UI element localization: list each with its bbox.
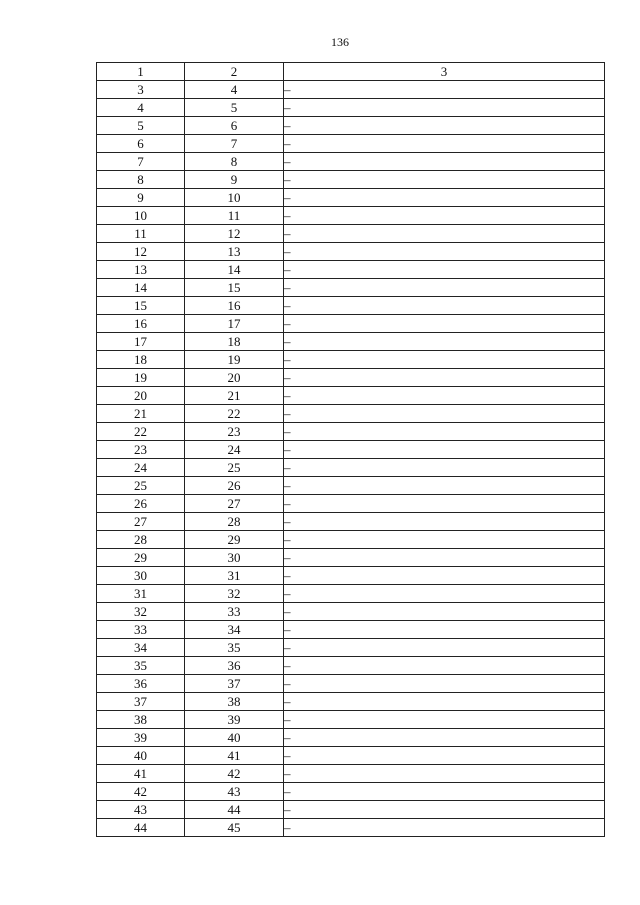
table-cell-col-3: – [284, 171, 605, 189]
table-cell-col-1: 8 [97, 171, 185, 189]
table-cell-col-1: 37 [97, 693, 185, 711]
table-row [97, 621, 605, 639]
table-cell-col-3: – [284, 279, 605, 297]
table-cell-col-3: – [284, 315, 605, 333]
column-header-2: 2 [185, 63, 284, 81]
table-row [97, 279, 605, 297]
table-row [97, 333, 605, 351]
table-cell-col-2: 43 [185, 783, 284, 801]
table-cell-col-1: 15 [97, 297, 185, 315]
table-row [97, 783, 605, 801]
table-row [97, 81, 605, 99]
table-cell-col-2: 21 [185, 387, 284, 405]
table-cell-col-2: 10 [185, 189, 284, 207]
table-cell-col-3: – [284, 801, 605, 819]
table-cell-col-2: 11 [185, 207, 284, 225]
table-cell-col-2: 20 [185, 369, 284, 387]
table-cell-col-2: 33 [185, 603, 284, 621]
table-row [97, 351, 605, 369]
table-cell-col-1: 3 [97, 81, 185, 99]
table-row [97, 459, 605, 477]
table-cell-col-3: – [284, 351, 605, 369]
table-body [97, 81, 605, 837]
table-cell-col-1: 21 [97, 405, 185, 423]
table-cell-col-1: 28 [97, 531, 185, 549]
table-row [97, 135, 605, 153]
table-cell-col-3: – [284, 711, 605, 729]
table-row [97, 297, 605, 315]
table-cell-col-2: 15 [185, 279, 284, 297]
table-cell-col-3: – [284, 225, 605, 243]
table-cell-col-1: 20 [97, 387, 185, 405]
table-row [97, 441, 605, 459]
table-cell-col-3: – [284, 819, 605, 837]
table-cell-col-3: – [284, 207, 605, 225]
table-row [97, 189, 605, 207]
table-row [97, 99, 605, 117]
table-cell-col-3: – [284, 747, 605, 765]
table-cell-col-1: 27 [97, 513, 185, 531]
table-header-row [97, 63, 605, 81]
table-cell-col-3: – [284, 621, 605, 639]
table-cell-col-2: 38 [185, 693, 284, 711]
table-cell-col-2: 40 [185, 729, 284, 747]
table-row [97, 171, 605, 189]
table-cell-col-3: – [284, 603, 605, 621]
table-cell-col-1: 42 [97, 783, 185, 801]
data-table [96, 62, 605, 837]
table-cell-col-3: – [284, 405, 605, 423]
table-cell-col-2: 14 [185, 261, 284, 279]
table-row [97, 675, 605, 693]
table-cell-col-1: 34 [97, 639, 185, 657]
table-cell-col-2: 23 [185, 423, 284, 441]
table-row [97, 819, 605, 837]
column-header-3: 3 [284, 63, 605, 81]
table-cell-col-1: 26 [97, 495, 185, 513]
table-row [97, 603, 605, 621]
table-row [97, 657, 605, 675]
table-cell-col-1: 22 [97, 423, 185, 441]
table-row [97, 495, 605, 513]
table-cell-col-2: 12 [185, 225, 284, 243]
table-cell-col-3: – [284, 441, 605, 459]
table-cell-col-1: 9 [97, 189, 185, 207]
table-row [97, 711, 605, 729]
table-cell-col-3: – [284, 333, 605, 351]
table-cell-col-2: 37 [185, 675, 284, 693]
table-row [97, 513, 605, 531]
table-cell-col-2: 19 [185, 351, 284, 369]
table-cell-col-1: 14 [97, 279, 185, 297]
table-cell-col-2: 45 [185, 819, 284, 837]
table-cell-col-3: – [284, 189, 605, 207]
table-cell-col-1: 12 [97, 243, 185, 261]
table-cell-col-3: – [284, 531, 605, 549]
table-cell-col-1: 43 [97, 801, 185, 819]
table-cell-col-2: 13 [185, 243, 284, 261]
table-cell-col-2: 41 [185, 747, 284, 765]
table-cell-col-2: 9 [185, 171, 284, 189]
table-cell-col-3: – [284, 243, 605, 261]
table-cell-col-1: 24 [97, 459, 185, 477]
table-row [97, 765, 605, 783]
table-cell-col-3: – [284, 567, 605, 585]
table-cell-col-1: 19 [97, 369, 185, 387]
table-cell-col-3: – [284, 729, 605, 747]
table-row [97, 405, 605, 423]
table-row [97, 423, 605, 441]
table-row [97, 261, 605, 279]
table-cell-col-3: – [284, 135, 605, 153]
table-row [97, 369, 605, 387]
table-cell-col-3: – [284, 117, 605, 135]
table-cell-col-3: – [284, 657, 605, 675]
table-cell-col-3: – [284, 153, 605, 171]
table-cell-col-2: 32 [185, 585, 284, 603]
table-cell-col-3: – [284, 585, 605, 603]
table-cell-col-2: 17 [185, 315, 284, 333]
table-cell-col-2: 18 [185, 333, 284, 351]
table-cell-col-2: 25 [185, 459, 284, 477]
table-cell-col-1: 39 [97, 729, 185, 747]
table-cell-col-1: 10 [97, 207, 185, 225]
table-cell-col-2: 27 [185, 495, 284, 513]
table-cell-col-3: – [284, 261, 605, 279]
table-cell-col-1: 33 [97, 621, 185, 639]
table-cell-col-3: – [284, 783, 605, 801]
table-cell-col-2: 5 [185, 99, 284, 117]
table-cell-col-1: 7 [97, 153, 185, 171]
table-cell-col-2: 8 [185, 153, 284, 171]
table-row [97, 477, 605, 495]
table-cell-col-2: 16 [185, 297, 284, 315]
table-cell-col-2: 34 [185, 621, 284, 639]
table-row [97, 747, 605, 765]
table-cell-col-2: 28 [185, 513, 284, 531]
table-row [97, 585, 605, 603]
table-cell-col-3: – [284, 495, 605, 513]
table-cell-col-3: – [284, 423, 605, 441]
table-cell-col-1: 17 [97, 333, 185, 351]
table-row [97, 567, 605, 585]
table-cell-col-1: 11 [97, 225, 185, 243]
table-cell-col-2: 35 [185, 639, 284, 657]
table-cell-col-2: 29 [185, 531, 284, 549]
table-cell-col-3: – [284, 81, 605, 99]
table-cell-col-3: – [284, 513, 605, 531]
table-row [97, 639, 605, 657]
table-cell-col-3: – [284, 99, 605, 117]
table-row [97, 729, 605, 747]
table-cell-col-1: 31 [97, 585, 185, 603]
table-cell-col-2: 36 [185, 657, 284, 675]
table-cell-col-3: – [284, 675, 605, 693]
table-cell-col-2: 31 [185, 567, 284, 585]
table-row [97, 315, 605, 333]
table-cell-col-1: 4 [97, 99, 185, 117]
table-cell-col-1: 44 [97, 819, 185, 837]
table-cell-col-1: 23 [97, 441, 185, 459]
table-cell-col-3: – [284, 369, 605, 387]
table-cell-col-2: 7 [185, 135, 284, 153]
table-cell-col-2: 6 [185, 117, 284, 135]
table-cell-col-1: 29 [97, 549, 185, 567]
table-cell-col-2: 22 [185, 405, 284, 423]
page-number: 136 [331, 35, 349, 49]
table-cell-col-1: 13 [97, 261, 185, 279]
table-cell-col-2: 4 [185, 81, 284, 99]
table-row [97, 531, 605, 549]
table-row [97, 225, 605, 243]
table-cell-col-1: 30 [97, 567, 185, 585]
table-cell-col-3: – [284, 765, 605, 783]
table-cell-col-3: – [284, 387, 605, 405]
table-cell-col-1: 35 [97, 657, 185, 675]
table-cell-col-1: 40 [97, 747, 185, 765]
table-cell-col-1: 25 [97, 477, 185, 495]
table-cell-col-1: 32 [97, 603, 185, 621]
table-row [97, 693, 605, 711]
table-cell-col-2: 44 [185, 801, 284, 819]
table-cell-col-3: – [284, 477, 605, 495]
table-cell-col-1: 16 [97, 315, 185, 333]
table-row [97, 153, 605, 171]
table-cell-col-2: 39 [185, 711, 284, 729]
table-cell-col-1: 41 [97, 765, 185, 783]
table-cell-col-3: – [284, 297, 605, 315]
table-cell-col-2: 26 [185, 477, 284, 495]
table-row [97, 549, 605, 567]
table-cell-col-3: – [284, 459, 605, 477]
table-cell-col-2: 24 [185, 441, 284, 459]
table-row [97, 243, 605, 261]
table-cell-col-2: 30 [185, 549, 284, 567]
table-row [97, 117, 605, 135]
table-cell-col-1: 36 [97, 675, 185, 693]
table-row [97, 387, 605, 405]
table-row [97, 207, 605, 225]
column-header-1: 1 [97, 63, 185, 81]
table-cell-col-1: 6 [97, 135, 185, 153]
table-row [97, 801, 605, 819]
table-cell-col-1: 38 [97, 711, 185, 729]
table-cell-col-3: – [284, 693, 605, 711]
table-cell-col-2: 42 [185, 765, 284, 783]
table-cell-col-3: – [284, 549, 605, 567]
table-cell-col-1: 5 [97, 117, 185, 135]
table-cell-col-3: – [284, 639, 605, 657]
table-cell-col-1: 18 [97, 351, 185, 369]
